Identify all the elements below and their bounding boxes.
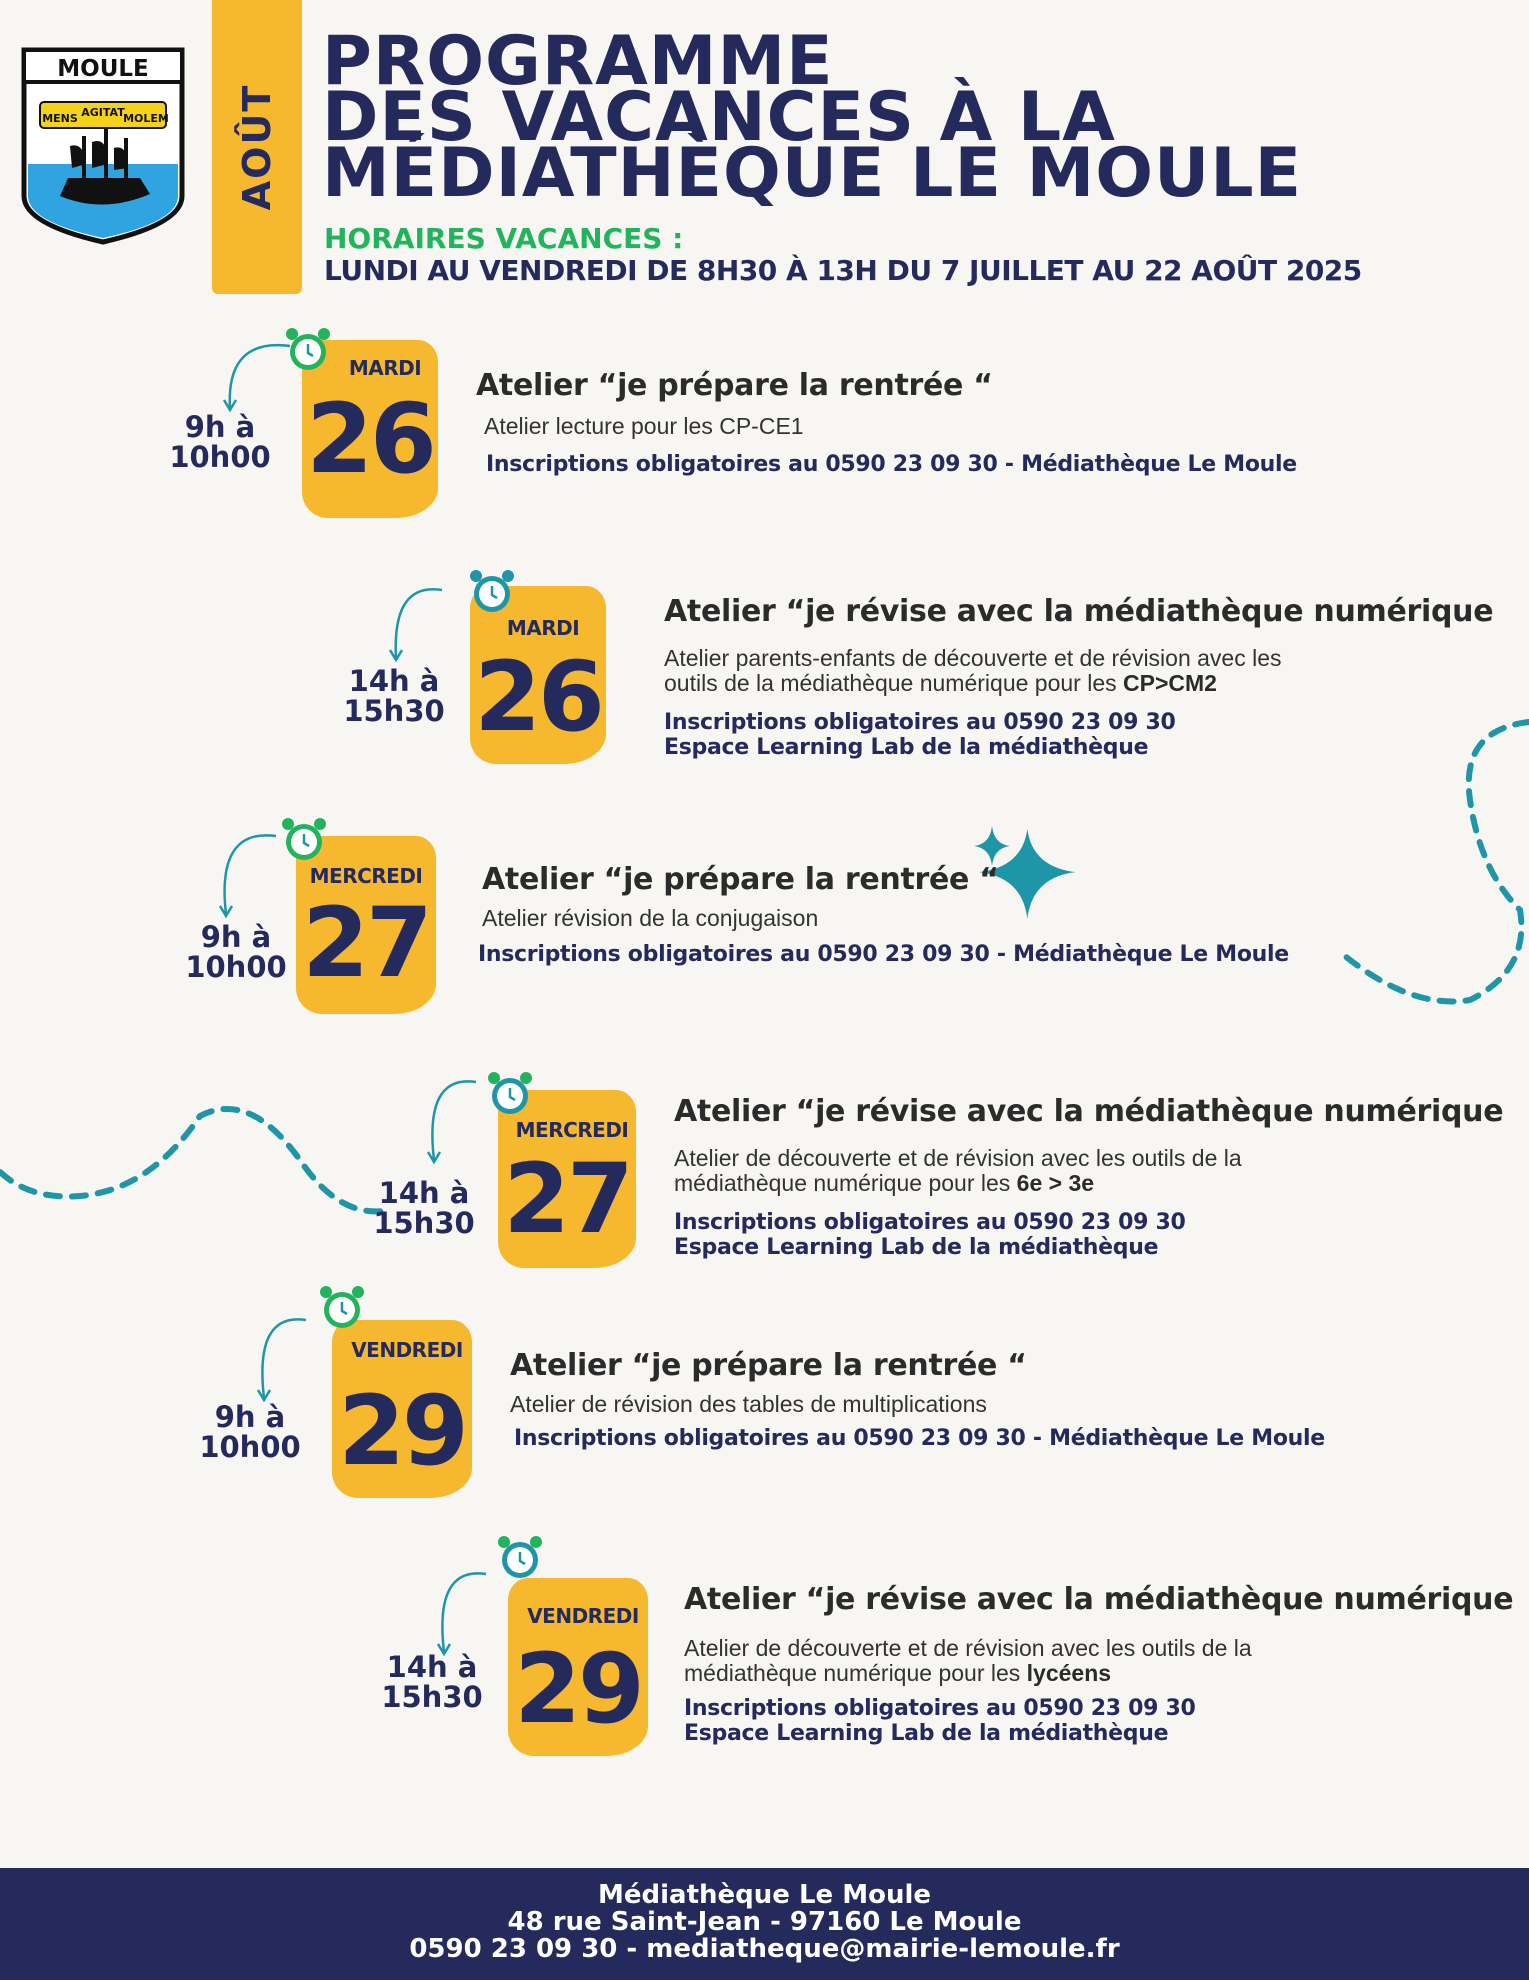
- event-time: 9h à 10h00: [185, 920, 287, 984]
- event-description: Atelier de révision des tables de multiplications: [510, 1391, 987, 1417]
- event-registration: Inscriptions obligatoires au 0590 23 09 30 - Médiathèque Le Moule: [486, 452, 1297, 477]
- event-time: 9h à 10h00: [169, 410, 271, 474]
- calendar-day: MARDI: [506, 616, 580, 640]
- month-label: AOÛT: [235, 83, 279, 211]
- alarm-clock-icon: [280, 816, 328, 864]
- page-title: [322, 22, 1502, 213]
- calendar-date: 26: [306, 383, 434, 495]
- crest-motto-right: MOLEM: [123, 112, 169, 125]
- event-title: Atelier “je prépare la rentrée “: [476, 368, 993, 403]
- calendar-day: VENDREDI: [351, 1338, 463, 1362]
- alarm-clock-icon: [496, 1534, 544, 1582]
- calendar-day: VENDREDI: [527, 1604, 639, 1628]
- event-registration: Inscriptions obligatoires au 0590 23 09 30 Espace Learning Lab de la médiathèque: [684, 1696, 1196, 1746]
- dotted-wave-left-decoration: [0, 1100, 400, 1230]
- event-description: Atelier de découverte et de révision avec les outils de la médiathèque numérique pour les 6e > 3e: [674, 1145, 1242, 1196]
- event-time: 14h à 15h30: [373, 1176, 475, 1240]
- footer-contact: [0, 1868, 1529, 1980]
- hours-label: HORAIRES VACANCES :: [324, 222, 684, 255]
- calendar-date: 27: [503, 1143, 631, 1255]
- calendar-date: 26: [474, 641, 602, 753]
- footer-name: Médiathèque Le Moule: [598, 1880, 931, 1910]
- town-crest-logo: [20, 46, 186, 246]
- event-description: Atelier révision de la conjugaison: [482, 905, 819, 931]
- event-registration: Inscriptions obligatoires au 0590 23 09 30 Espace Learning Lab de la médiathèque: [674, 1210, 1186, 1260]
- event-title: Atelier “je révise avec la médiathèque numérique: [674, 1094, 1504, 1129]
- crest-motto-left: MENS: [42, 112, 78, 125]
- calendar-date: 29: [514, 1633, 642, 1745]
- event-title: Atelier “je révise avec la médiathèque numérique: [664, 594, 1494, 629]
- alarm-clock-icon: [318, 1284, 366, 1332]
- title-line-1: PROGRAMME: [322, 22, 834, 101]
- event-registration: Inscriptions obligatoires au 0590 23 09 30 Espace Learning Lab de la médiathèque: [664, 710, 1176, 760]
- calendar-day: MARDI: [348, 356, 422, 380]
- dotted-wave-right-decoration: [1330, 710, 1529, 1010]
- event-title: Atelier “je prépare la rentrée “: [482, 862, 999, 897]
- calendar-day: MERCREDI: [515, 1118, 629, 1142]
- footer-address: 48 rue Saint-Jean - 97160 Le Moule: [507, 1907, 1022, 1937]
- title-line-3: MÉDIATHÈQUE LE MOULE: [322, 134, 1303, 213]
- calendar-date: 29: [338, 1375, 466, 1487]
- alarm-clock-icon: [468, 568, 516, 616]
- event-time: 14h à 15h30: [343, 664, 445, 728]
- event-title: Atelier “je révise avec la médiathèque numérique: [684, 1582, 1514, 1617]
- event-title: Atelier “je prépare la rentrée “: [510, 1348, 1027, 1383]
- crest-top-text: MOULE: [57, 56, 149, 82]
- alarm-clock-icon: [486, 1070, 534, 1118]
- event-registration: Inscriptions obligatoires au 0590 23 09 30 - Médiathèque Le Moule: [514, 1426, 1325, 1451]
- event-description: Atelier parents-enfants de découverte et de révision avec les outils de la médiathèque numérique pour les CP>CM2: [664, 645, 1282, 696]
- alarm-clock-icon: [284, 326, 332, 374]
- calendar-day: MERCREDI: [309, 864, 423, 888]
- curved-arrow-icon: [386, 584, 466, 664]
- event-time: 9h à 10h00: [199, 1400, 301, 1464]
- month-tab: [212, 0, 302, 294]
- event-description: Atelier de découverte et de révision avec les outils de la médiathèque numérique pour les lycéens: [684, 1635, 1252, 1686]
- event-registration: Inscriptions obligatoires au 0590 23 09 30 - Médiathèque Le Moule: [478, 942, 1289, 967]
- event-time: 14h à 15h30: [381, 1650, 483, 1714]
- date-calendar: [508, 1578, 648, 1756]
- title-line-2: DES VACANCES À LA: [322, 78, 1116, 157]
- footer-contact-line: 0590 23 09 30 - mediatheque@mairie-lemoule.fr: [409, 1934, 1120, 1964]
- event-description: Atelier lecture pour les CP-CE1: [484, 413, 804, 439]
- calendar-date: 27: [302, 887, 430, 999]
- hours-value: LUNDI AU VENDREDI DE 8H30 À 13H DU 7 JUILLET AU 22 AOÛT 2025: [324, 254, 1362, 287]
- crest-motto-center: AGITAT: [81, 106, 125, 119]
- date-calendar: [332, 1320, 472, 1498]
